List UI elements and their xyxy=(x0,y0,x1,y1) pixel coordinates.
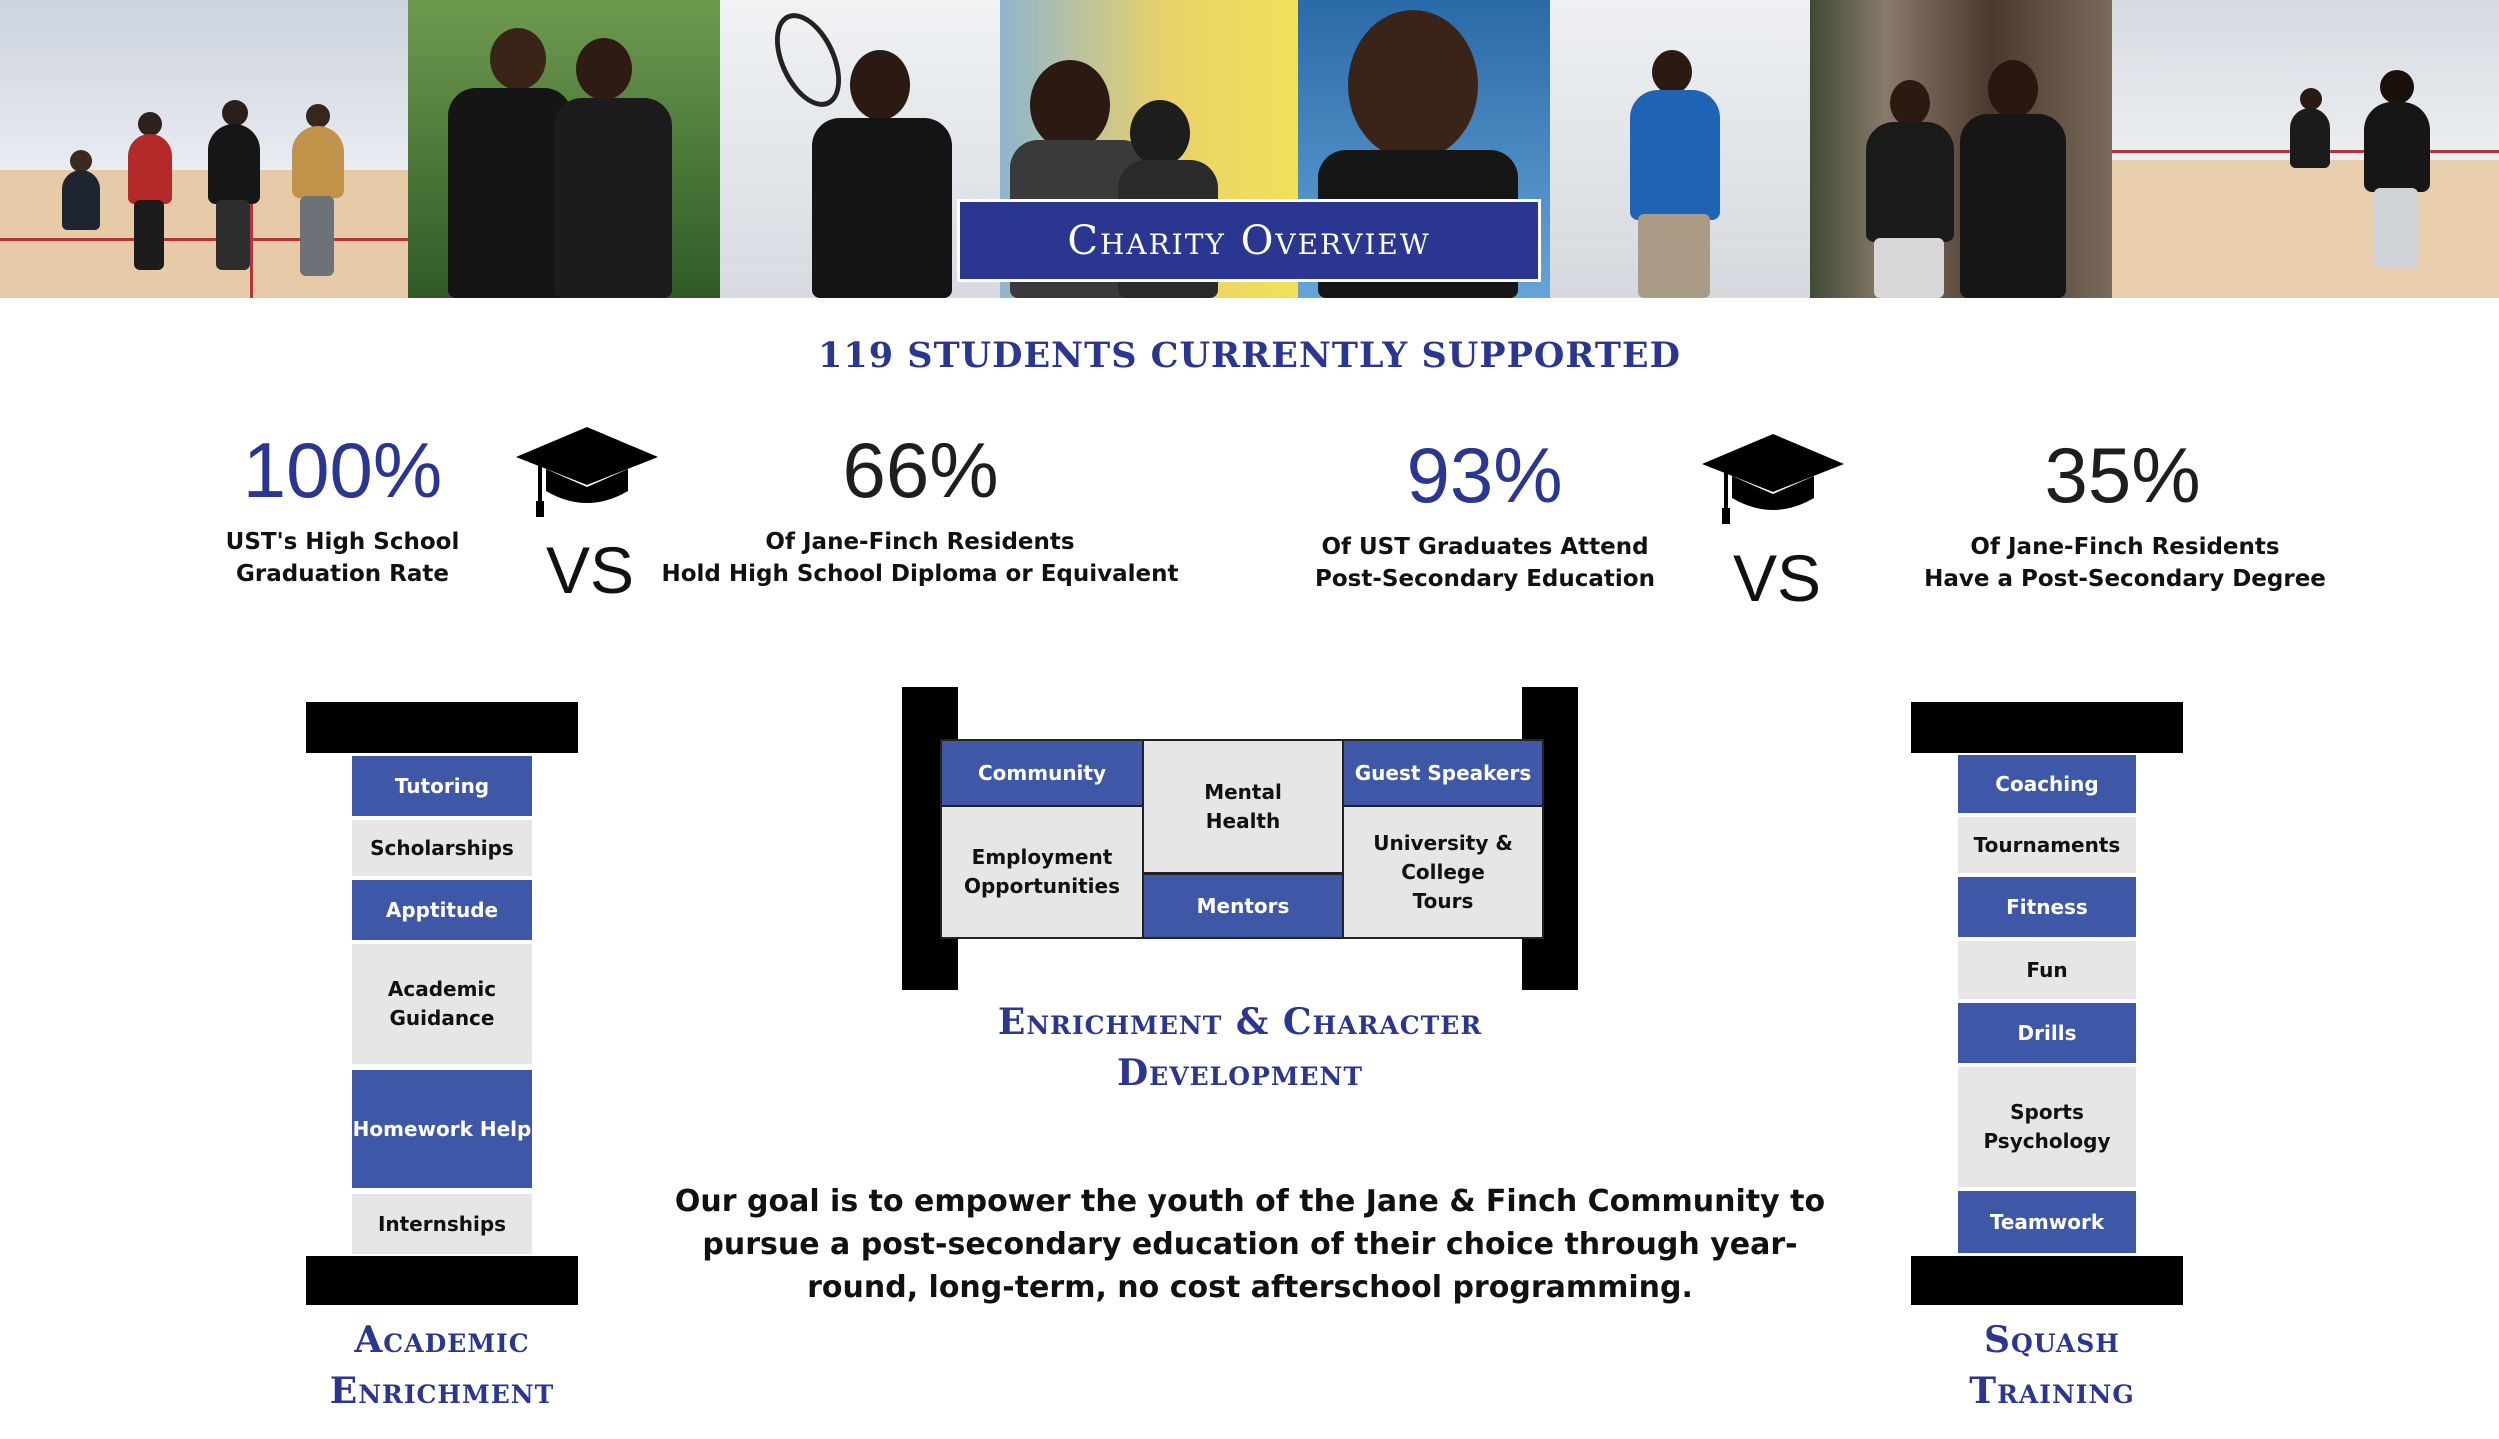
academic-item-homework-help: Homework Help xyxy=(352,1070,532,1188)
stat-jane-finch-degree-label xyxy=(1900,531,2350,595)
vs-label-left: VS xyxy=(546,533,635,607)
stat-ust-post-secondary-label xyxy=(1300,531,1670,595)
squash-item-tournaments: Tournaments xyxy=(1958,817,2136,873)
squash-item-teamwork: Teamwork xyxy=(1958,1191,2136,1253)
enrichment-title-line1: Enrichment & Character xyxy=(997,1001,1483,1043)
academic-title-line2: Enrichment xyxy=(329,1370,555,1412)
stat-jane-finch-diploma-label xyxy=(660,526,1180,590)
stat-jane-finch-diploma-label-line1: Of Jane-Finch Residents xyxy=(765,529,1075,555)
pillar-base xyxy=(1911,1256,2183,1305)
academic-title-line1: Academic xyxy=(354,1319,530,1361)
page-title: Charity Overview xyxy=(1067,217,1431,264)
pillar-base xyxy=(306,1256,578,1305)
photo-two-students-park xyxy=(408,0,720,298)
squash-item-fun: Fun xyxy=(1958,941,2136,999)
title-banner xyxy=(957,199,1541,282)
graduation-cap-icon xyxy=(514,425,660,519)
students-supported-heading: 119 STUDENTS CURRENTLY SUPPORTED xyxy=(818,335,1681,376)
photo-squash-court-group xyxy=(0,0,408,298)
mission-statement: Our goal is to empower the youth of the Jane & Finch Community to pursue a post-secondary education of their choice through year-round, long-term, no cost afterschool programming. xyxy=(674,1184,1826,1305)
squash-item-sports-psychology: Sports Psychology xyxy=(1958,1067,2136,1187)
stat-jane-finch-diploma-label-line2: Hold High School Diploma or Equivalent xyxy=(661,561,1179,587)
enrichment-item-guest-speakers: Guest Speakers xyxy=(1344,741,1542,805)
academic-item-apptitude: Apptitude xyxy=(352,880,532,940)
squash-item-drills: Drills xyxy=(1958,1003,2136,1063)
enrichment-item-employment: Employment Opportunities xyxy=(942,807,1142,937)
photo-two-students-doorway xyxy=(1810,0,2112,298)
stat-ust-post-secondary-label-line1: Of UST Graduates Attend xyxy=(1321,534,1649,560)
stat-ust-graduation-label xyxy=(170,526,515,590)
enrichment-item-mental-health: Mental Health xyxy=(1144,741,1342,872)
academic-item-tutoring: Tutoring xyxy=(352,756,532,816)
stat-ust-post-secondary-label-line2: Post-Secondary Education xyxy=(1315,566,1655,592)
academic-item-scholarships: Scholarships xyxy=(352,820,532,876)
photo-student-squash-court xyxy=(1550,0,1810,298)
vs-label-right: VS xyxy=(1733,541,1822,615)
stat-jane-finch-degree-label-line2: Have a Post-Secondary Degree xyxy=(1924,566,2326,592)
squash-item-coaching: Coaching xyxy=(1958,755,2136,813)
enrichment-character-title xyxy=(900,997,1580,1099)
enrichment-item-mentors: Mentors xyxy=(1144,875,1342,937)
enrichment-item-university-tours: University & College Tours xyxy=(1344,807,1542,937)
photo-squash-match-court xyxy=(2112,0,2499,298)
academic-item-internships: Internships xyxy=(352,1194,532,1254)
squash-title-line1: Squash xyxy=(1984,1319,2120,1361)
stat-jane-finch-degree-value: 35% xyxy=(2044,431,2201,519)
academic-enrichment-title xyxy=(240,1315,644,1417)
stat-ust-graduation-label-line2: Graduation Rate xyxy=(236,561,449,587)
stat-jane-finch-degree-label-line1: Of Jane-Finch Residents xyxy=(1970,534,2280,560)
graduation-cap-icon xyxy=(1700,432,1846,526)
squash-title-line2: Training xyxy=(1969,1370,2135,1412)
stat-jane-finch-diploma-value: 66% xyxy=(842,426,999,514)
enrichment-item-community: Community xyxy=(942,741,1142,805)
academic-item-academic-guidance: Academic Guidance xyxy=(352,944,532,1064)
stat-ust-post-secondary-value: 93% xyxy=(1406,431,1563,519)
stat-ust-graduation-label-line1: UST's High School xyxy=(225,529,460,555)
pillar-capital xyxy=(306,702,578,753)
stat-ust-graduation-value: 100% xyxy=(242,426,443,514)
squash-item-fitness: Fitness xyxy=(1958,877,2136,937)
pillar-capital xyxy=(1911,702,2183,753)
enrichment-title-line2: Development xyxy=(1116,1052,1364,1094)
squash-training-title xyxy=(1850,1315,2254,1417)
